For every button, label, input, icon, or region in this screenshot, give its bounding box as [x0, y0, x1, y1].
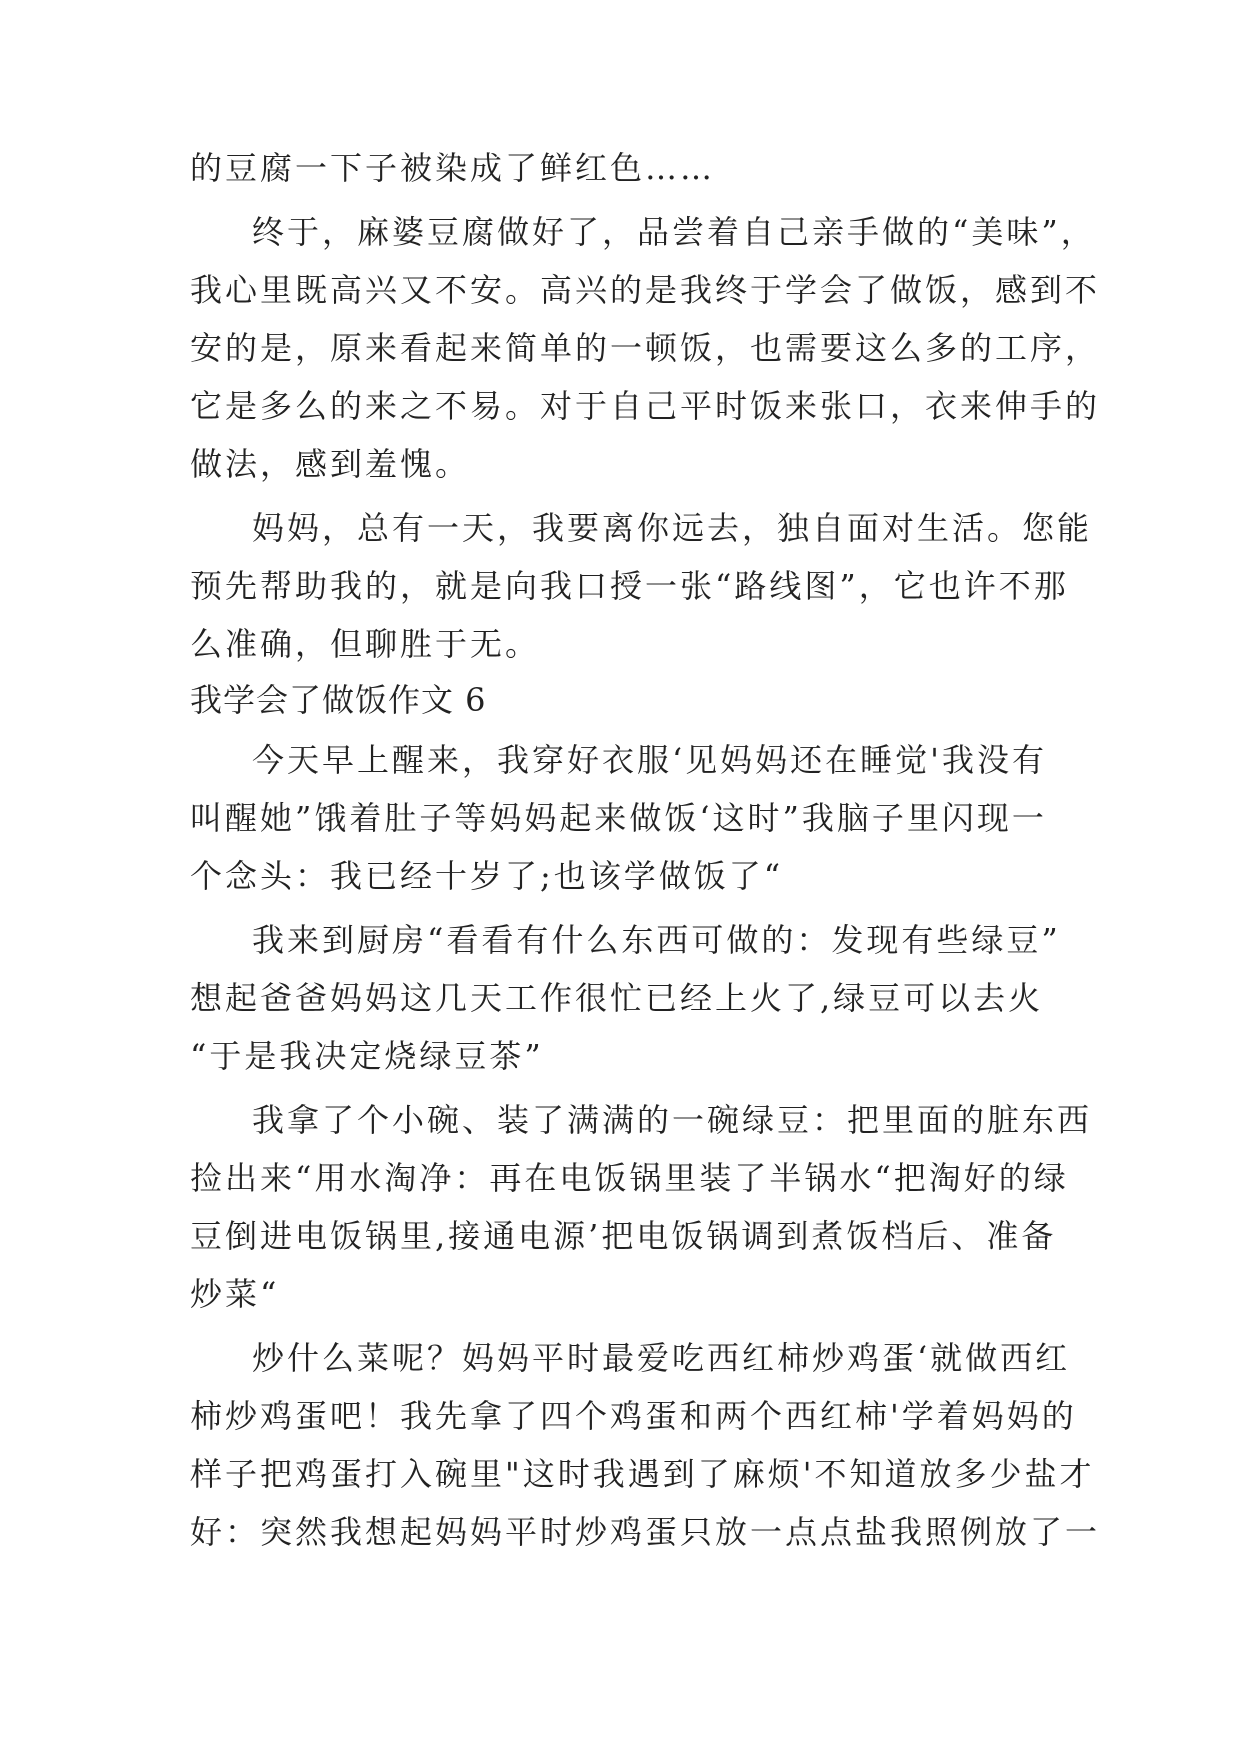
paragraph-start-line: 妈妈，总有一天，我要离你远去，独自面对生活。您能 [252, 509, 1093, 547]
text-line: 我心里既高兴又不安。高兴的是我终于学会了做饭，感到不 [190, 271, 1101, 309]
paragraph-start-line: 终于，麻婆豆腐做好了，品尝着自己亲手做的“美味”， [252, 213, 1096, 251]
text-line: 么准确，但聊胜于无。 [190, 625, 541, 663]
text-line: 炒菜“ [190, 1275, 280, 1313]
text-line: 预先帮助我的，就是向我口授一张“路线图”，它也许不那 [190, 567, 1069, 605]
text-line: 的豆腐一下子被染成了鲜红色…… [190, 149, 716, 187]
text-line: 豆倒进电饭锅里,接通电源’把电饭锅调到煮饭档后、准备 [190, 1217, 1057, 1255]
text-line: 样子把鸡蛋打入碗里"这时我遇到了麻烦'不知道放多少盐才 [190, 1455, 1095, 1493]
text-line: 安的是，原来看起来简单的一顿饭，也需要这么多的工序， [190, 329, 1101, 367]
text-line: “于是我决定烧绿豆茶” [190, 1037, 544, 1075]
paragraph-start-line: 我来到厨房“看看有什么东西可做的：发现有些绿豆” [252, 921, 1061, 959]
text-line: 做法，感到羞愧。 [190, 445, 471, 483]
text-line: 它是多么的来之不易。对于自己平时饭来张口，衣来伸手的 [190, 387, 1101, 425]
text-line: 想起爸爸妈妈这几天工作很忙已经上火了,绿豆可以去火 [190, 979, 1044, 1017]
text-line: 柿炒鸡蛋吧！我先拿了四个鸡蛋和两个西红柿'学着妈妈的 [190, 1397, 1077, 1435]
paragraph-start-line: 我拿了个小碗、装了满满的一碗绿豆：把里面的脏东西 [252, 1101, 1093, 1139]
text-line: 捡出来“用水淘净：再在电饭锅里装了半锅水“把淘好的绿 [190, 1159, 1069, 1197]
section-heading: 我学会了做饭作文 6 [190, 681, 487, 719]
text-line: 好：突然我想起妈妈平时炒鸡蛋只放一点点盐我照例放了一 [190, 1513, 1101, 1551]
text-line: 个念头：我已经十岁了;也该学做饭了“ [190, 857, 784, 895]
text-line: 叫醒她”饿着肚子等妈妈起来做饭‘这时”我脑子里闪现一 [190, 799, 1047, 837]
paragraph-start-line: 炒什么菜呢？妈妈平时最爱吃西红柿炒鸡蛋‘就做西红 [252, 1339, 1071, 1377]
paragraph-start-line: 今天早上醒来，我穿好衣服‘见妈妈还在睡觉'我没有 [252, 741, 1047, 779]
